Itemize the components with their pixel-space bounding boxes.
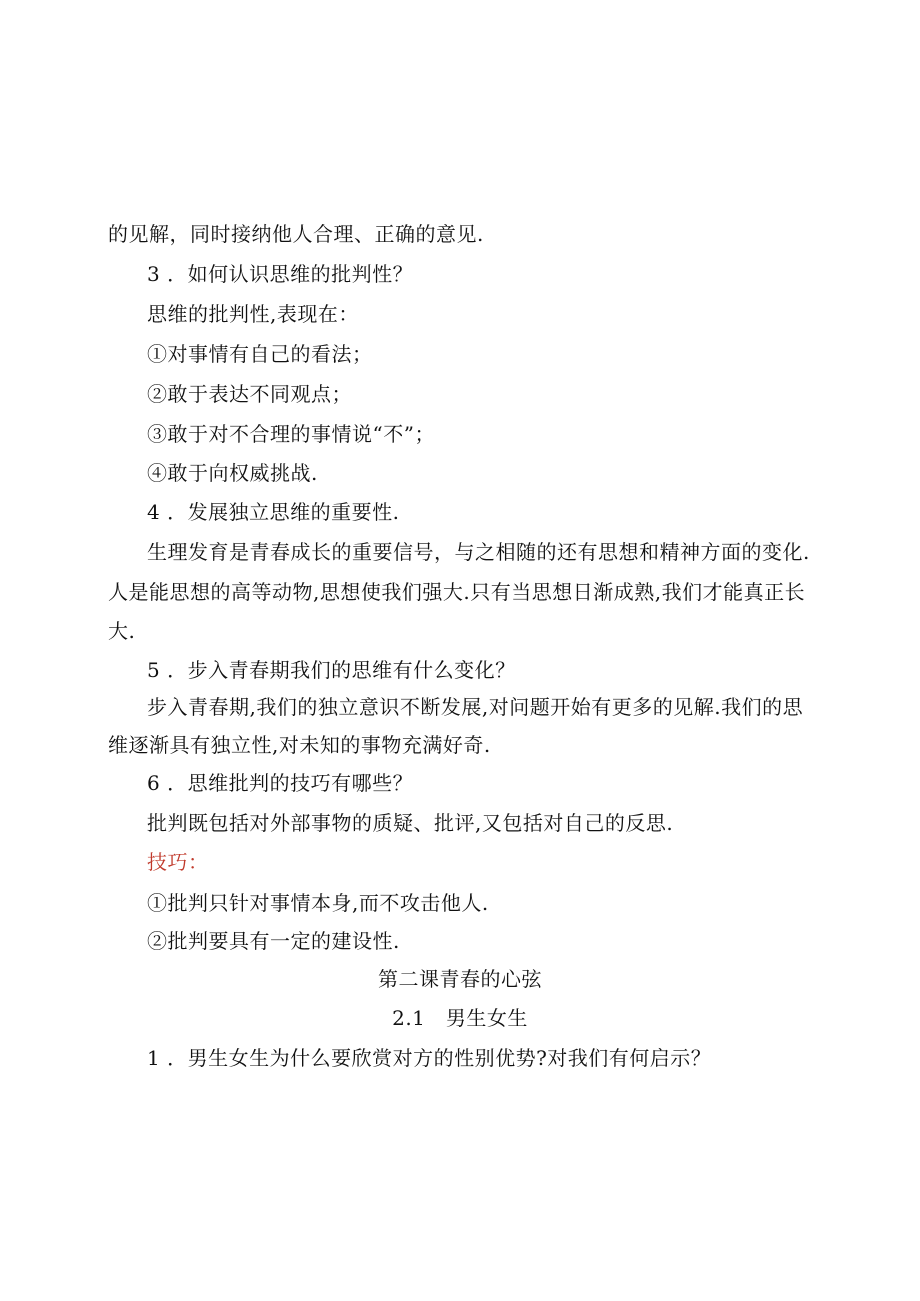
lesson-title: 第二课青春的心弦 (378, 967, 542, 991)
paragraph-line: 人是能思想的高等动物,思想使我们强大.只有当思想日渐成熟,我们才能真正长 (108, 580, 806, 604)
list-item: ①批判只针对事情本身,而不攻击他人. (147, 891, 489, 915)
list-item: ④敢于向权威挑战. (147, 461, 318, 485)
paragraph-line: 批判既包括对外部事物的质疑、批评,又包括对自己的反思. (147, 811, 674, 835)
paragraph-line: 的见解，同时接纳他人合理、正确的意见. (108, 222, 484, 246)
paragraph-line: 生理发育是青春成长的重要信号，与之相随的还有思想和精神方面的变化. (147, 540, 810, 564)
list-item: ①对事情有自己的看法； (147, 342, 373, 366)
paragraph-line: 大. (108, 619, 136, 643)
question-heading: 1 ．男生女生为什么要欣赏对方的性别优势?对我们有何启示？ (147, 1046, 712, 1070)
question-heading: 5 ．步入青春期我们的思维有什么变化？ (147, 658, 516, 682)
list-item: ③敢于对不合理的事情说“不”； (147, 422, 435, 446)
section-title: 2.1 男生女生 (392, 1006, 528, 1030)
question-heading: 6 ．思维批判的技巧有哪些？ (147, 771, 414, 795)
tips-label: 技巧： (147, 850, 209, 874)
paragraph-line: 维逐渐具有独立性,对未知的事物充满好奇. (108, 733, 491, 757)
question-heading: 3 ．如何认识思维的批判性？ (147, 262, 414, 286)
list-item: ②批判要具有一定的建设性. (147, 929, 400, 953)
paragraph-line: 步入青春期,我们的独立意识不断发展,对问题开始有更多的见解.我们的思 (147, 695, 804, 719)
list-item: ②敢于表达不同观点； (147, 382, 352, 406)
question-heading: 4 ．发展独立思维的重要性. (147, 500, 400, 524)
paragraph-line: 思维的批判性,表现在： (147, 302, 359, 326)
